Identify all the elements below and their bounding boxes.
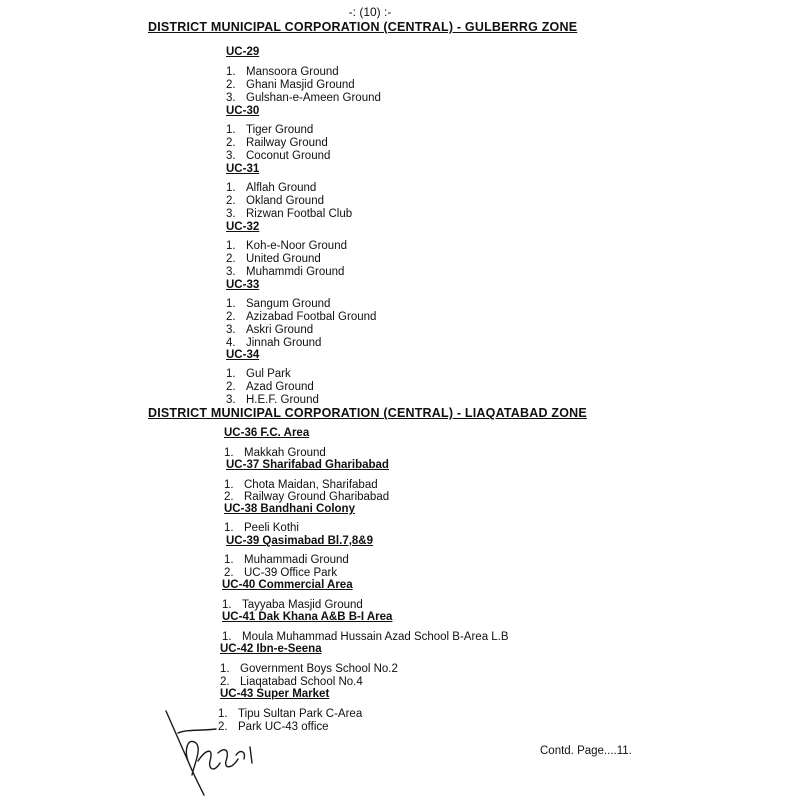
list-item: 1. Tiger Ground bbox=[226, 124, 314, 136]
list-item: 2. United Ground bbox=[226, 253, 321, 265]
list-item: 1. Moula Muhammad Hussain Azad School B-Area L.B bbox=[222, 631, 509, 643]
uc-heading: UC-36 F.C. Area bbox=[224, 427, 310, 439]
list-item: 3. Gulshan-e-Ameen Ground bbox=[226, 92, 381, 104]
list-item: 1. Alflah Ground bbox=[226, 182, 317, 194]
list-item: 2. Liaqatabad School No.4 bbox=[220, 676, 363, 688]
uc-heading: UC-32 bbox=[226, 221, 260, 233]
list-item: 4. Jinnah Ground bbox=[226, 337, 322, 349]
list-item: 2. UC-39 Office Park bbox=[224, 567, 338, 579]
uc-heading: UC-43 Super Market bbox=[220, 688, 330, 700]
uc-heading: UC-40 Commercial Area bbox=[222, 579, 353, 591]
list-item: 1. Peeli Kothi bbox=[224, 522, 299, 534]
signature-icon bbox=[158, 703, 268, 800]
list-item: 3. Muhammdi Ground bbox=[226, 266, 345, 278]
list-item: 2. Park UC-43 office bbox=[218, 721, 329, 733]
list-item: 1. Sangum Ground bbox=[226, 298, 331, 310]
list-item: 3. Coconut Ground bbox=[226, 150, 331, 162]
uc-heading: UC-30 bbox=[226, 105, 260, 117]
list-item: 1. Tayyaba Masjid Ground bbox=[222, 599, 363, 611]
uc-heading: UC-29 bbox=[226, 46, 260, 58]
list-item: 1. Tipu Sultan Park C-Area bbox=[218, 708, 363, 720]
page-number: -: (10) :- bbox=[348, 5, 392, 19]
list-item: 3. Askri Ground bbox=[226, 324, 314, 336]
list-item: 2. Ghani Masjid Ground bbox=[226, 79, 355, 91]
list-item: 1. Koh-e-Noor Ground bbox=[226, 240, 347, 252]
uc-heading: UC-38 Bandhani Colony bbox=[224, 503, 355, 515]
list-item: 2. Azad Ground bbox=[226, 381, 314, 393]
list-item: 2. Railway Ground Gharibabad bbox=[224, 491, 390, 503]
list-item: 1. Mansoora Ground bbox=[226, 66, 339, 78]
uc-heading: UC-37 Sharifabad Gharibabad bbox=[226, 459, 389, 471]
list-item: 1. Gul Park bbox=[226, 368, 291, 380]
zone-title-liaqatabad: DISTRICT MUNICIPAL CORPORATION (CENTRAL) - LIAQATABAD ZONE bbox=[148, 406, 587, 420]
continued-note: Contd. Page....11. bbox=[540, 745, 632, 757]
list-item: 1. Makkah Ground bbox=[224, 447, 326, 459]
list-item: 3. Rizwan Footbal Club bbox=[226, 208, 353, 220]
list-item: 1. Government Boys School No.2 bbox=[220, 663, 398, 675]
list-item: 1. Chota Maidan, Sharifabad bbox=[224, 479, 378, 491]
zone-title-gulberg: DISTRICT MUNICIPAL CORPORATION (CENTRAL) - GULBERRG ZONE bbox=[148, 20, 578, 34]
list-item: 2. Azizabad Footbal Ground bbox=[226, 311, 377, 323]
list-item: 2. Okland Ground bbox=[226, 195, 324, 207]
uc-heading: UC-33 bbox=[226, 279, 260, 291]
list-item: 1. Muhammadi Ground bbox=[224, 554, 349, 566]
uc-heading: UC-42 Ibn-e-Seena bbox=[220, 643, 322, 655]
list-item: 3. H.E.F. Ground bbox=[226, 394, 319, 406]
uc-heading: UC-34 bbox=[226, 349, 260, 361]
uc-heading: UC-39 Qasimabad Bl.7,8&9 bbox=[226, 535, 374, 547]
uc-heading: UC-31 bbox=[226, 163, 260, 175]
list-item: 2. Railway Ground bbox=[226, 137, 328, 149]
uc-heading: UC-41 Dak Khana A&B B-I Area bbox=[222, 611, 393, 623]
